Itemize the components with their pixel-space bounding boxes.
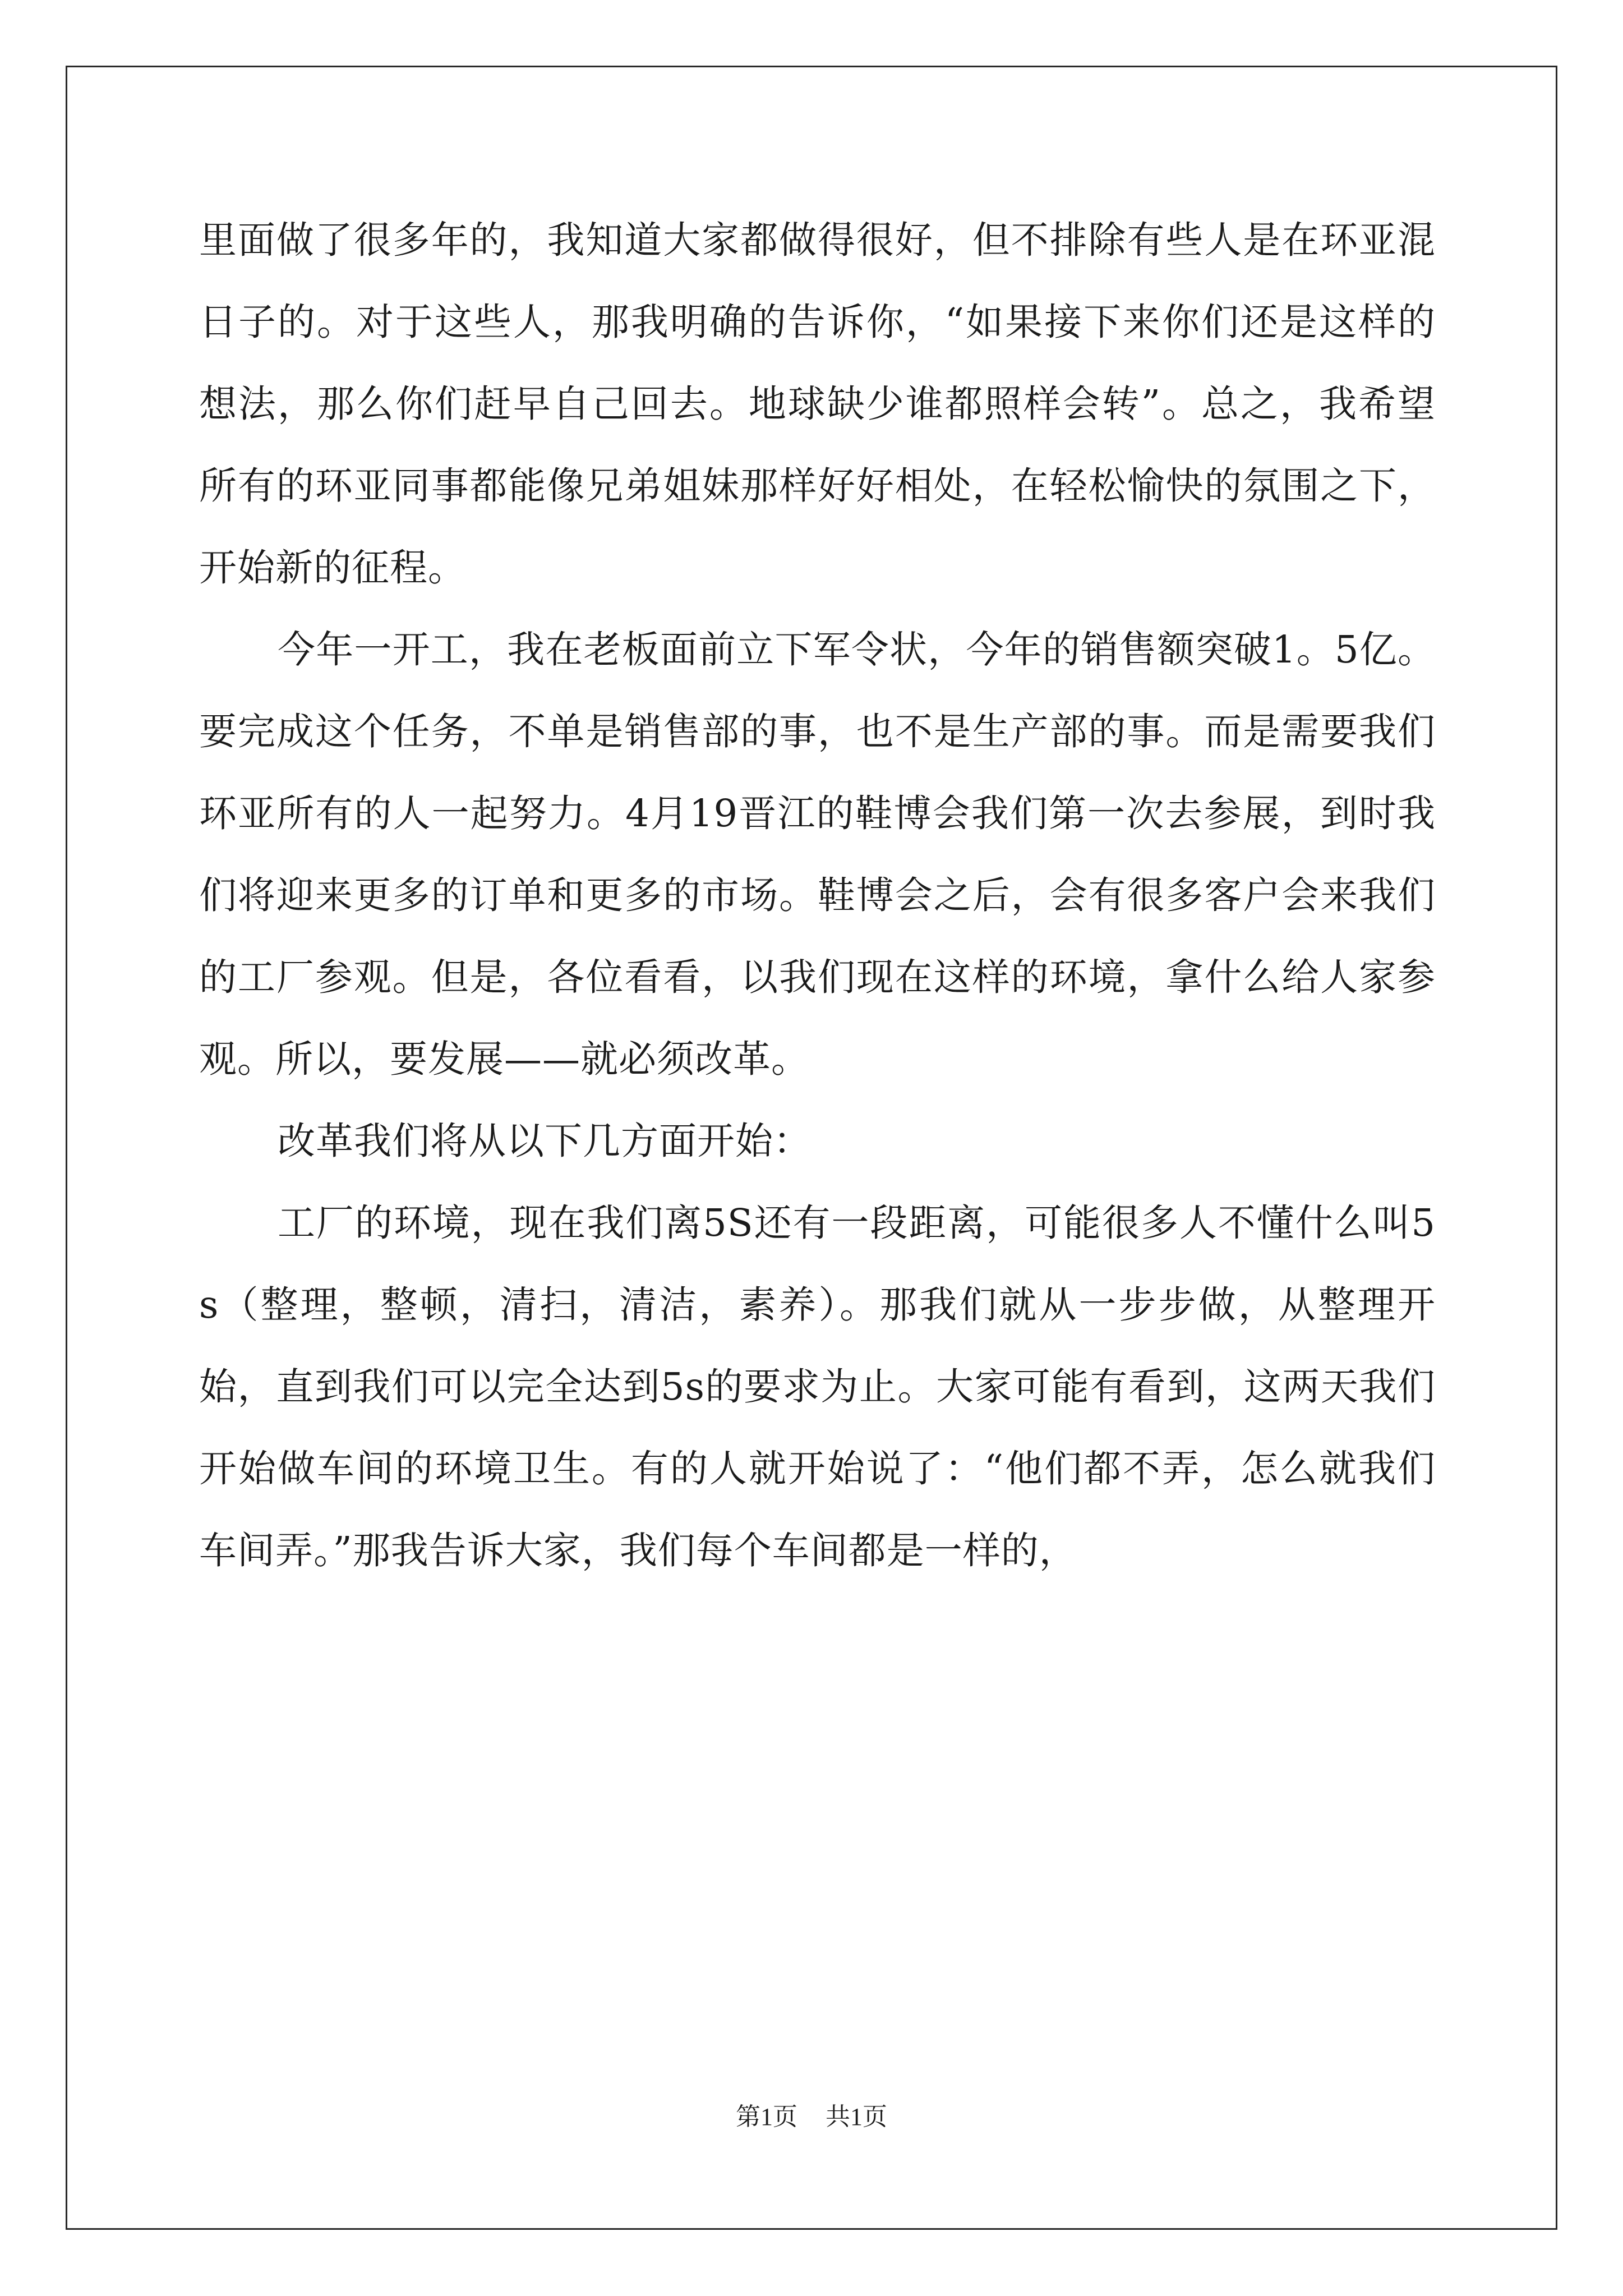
paragraph-1: 里面做了很多年的，我知道大家都做得很好，但不排除有些人是在环亚混日子的。对于这些人，那我明确的告诉你，“如果接下来你们还是这样的想法，那么你们赶早自己回去。地球缺少谁都照样会转”。总之，我希望所有的环亚同事都能像兄弟姐妹那样好好相处，在轻松愉快的氛围之下，开始新的征程。 bbox=[199, 218, 1436, 590]
paragraph-2: 今年一开工，我在老板面前立下军令状，今年的销售额突破1。5亿。要完成这个任务，不单是销售部的事，也不是生产部的事。而是需要我们环亚所有的人一起努力。4月19晋江的鞋博会我们第一次去参展，到时我们将迎来更多的订单和更多的市场。鞋博会之后，会有很多客户会来我们的工厂参观。但是，各位看看，以我们现在这样的环境，拿什么给人家参观。所以，要发展——就必须改革。 bbox=[199, 628, 1436, 1081]
page-footer bbox=[0, 2100, 1623, 2134]
document-body bbox=[199, 199, 1436, 1591]
page-number: 第1页 bbox=[736, 2103, 797, 2131]
page-total: 共1页 bbox=[826, 2103, 887, 2131]
paragraph-4: 工厂的环境，现在我们离5S还有一段距离，可能很多人不懂什么叫5s（整理，整顿，清扫，清洁，素养）。那我们就从一步步做，从整理开始，直到我们可以完全达到5s的要求为止。大家可能有看到，这两天我们开始做车间的环境卫生。有的人就开始说了：“他们都不弄，怎么就我们车间弄。”那我告诉大家，我们每个车间都是一样的， bbox=[199, 1201, 1436, 1572]
paragraph-3: 改革我们将从以下几方面开始： bbox=[278, 1119, 811, 1163]
